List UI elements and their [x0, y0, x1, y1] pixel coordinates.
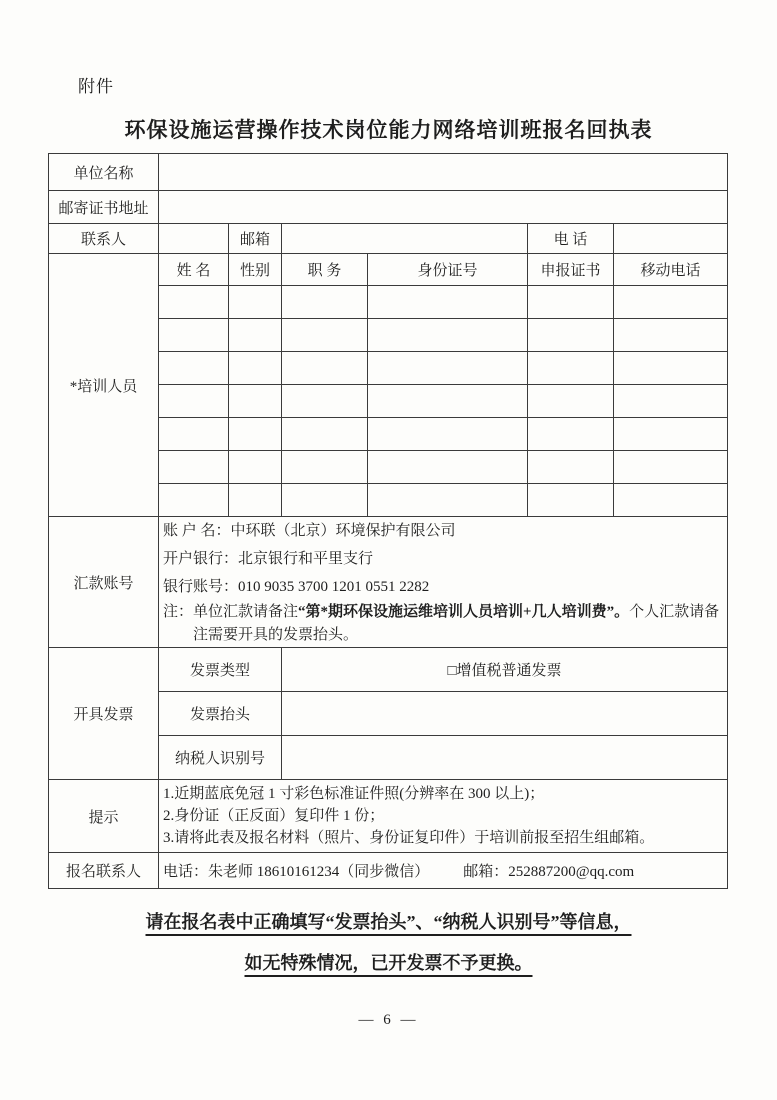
trainee-empty-cell [368, 352, 528, 385]
registration-contact-label: 报名联系人 [49, 853, 159, 889]
trainee-empty-cell [528, 385, 614, 418]
invoice-label: 开具发票 [49, 648, 159, 780]
trainee-empty-cell [282, 286, 368, 319]
remittance-account-number: 银行账号：010 9035 3700 1201 0551 2282 [163, 579, 430, 595]
trainee-empty-cell [528, 352, 614, 385]
trainee-empty-cell [229, 484, 282, 517]
trainee-col-mobile: 移动电话 [614, 254, 728, 286]
contact-email-label: 邮箱 [229, 224, 282, 254]
tips-row [49, 780, 728, 853]
trainee-empty-cell [282, 352, 368, 385]
trainee-empty-cell [282, 319, 368, 352]
footer-note-line1: 请在报名表中正确填写“发票抬头”、“纳税人识别号”等信息， [145, 912, 632, 932]
contact-phone-value-cell [614, 224, 728, 254]
tax-id-value-cell [282, 736, 728, 780]
trainee-empty-cell [614, 352, 728, 385]
trainee-empty-cell [368, 484, 528, 517]
trainee-col-position: 职 务 [282, 254, 368, 286]
unit-name-row [49, 154, 728, 191]
trainees-label: *培训人员 [49, 254, 159, 517]
trainee-empty-cell [229, 418, 282, 451]
tips-content-cell [159, 780, 728, 853]
trainee-empty-cell [282, 385, 368, 418]
trainee-empty-cell [368, 418, 528, 451]
registration-contact-email: 邮箱：252887200@qq.com [463, 864, 635, 880]
tip-item: 3.请将此表及报名材料（照片、身份证复印件）于培训前报至招生组邮箱。 [163, 830, 655, 846]
contact-name-value-cell [159, 224, 229, 254]
remittance-details-cell [159, 517, 728, 648]
unit-name-value-cell [159, 154, 728, 191]
trainee-empty-cell [528, 319, 614, 352]
trainee-col-id-number: 身份证号 [368, 254, 528, 286]
remittance-bank: 开户银行：北京银行和平里支行 [163, 551, 374, 567]
mailing-address-value-cell [159, 191, 728, 224]
remittance-account-name: 账 户 名：中环联（北京）环境保护有限公司 [163, 523, 456, 539]
remittance-note-bold: “第*期环保设施运维培训人员培训+几人培训费”。 [298, 604, 630, 620]
trainee-empty-cell [368, 286, 528, 319]
trainee-empty-cell [368, 385, 528, 418]
trainee-empty-cell [528, 418, 614, 451]
trainee-empty-cell [368, 451, 528, 484]
trainee-empty-cell [282, 418, 368, 451]
trainee-col-gender: 性别 [229, 254, 282, 286]
invoice-title-label: 发票抬头 [159, 692, 282, 736]
trainee-empty-cell [614, 451, 728, 484]
page-number: — 6 — [358, 1012, 419, 1028]
trainee-empty-cell [159, 385, 229, 418]
mailing-address-label: 邮寄证书地址 [49, 191, 159, 224]
trainee-col-certificate: 申报证书 [528, 254, 614, 286]
trainee-empty-cell [528, 286, 614, 319]
invoice-type-checkbox-option: □增值税普通发票 [282, 648, 728, 692]
trainee-empty-cell [614, 319, 728, 352]
mailing-address-row [49, 191, 728, 224]
trainee-empty-cell [159, 352, 229, 385]
footer-note-line2: 如无特殊情况，已开发票不予更换。 [244, 953, 533, 973]
trainee-empty-cell [528, 451, 614, 484]
trainee-col-name: 姓 名 [159, 254, 229, 286]
remittance-note-prefix: 注：单位汇款请备注 [163, 604, 299, 620]
remittance-label: 汇款账号 [49, 517, 159, 648]
invoice-type-row [49, 648, 728, 692]
trainee-empty-cell [614, 286, 728, 319]
registration-contact-phone: 电话：朱老师 18610161234（同步微信） [163, 864, 430, 880]
trainee-empty-cell [159, 451, 229, 484]
contact-label: 联系人 [49, 224, 159, 254]
trainee-empty-cell [614, 418, 728, 451]
registration-contact-row [49, 853, 728, 889]
tip-item: 1.近期蓝底免冠 1 寸彩色标准证件照(分辨率在 300 以上)； [163, 786, 545, 802]
registration-contact-details-cell [159, 853, 728, 889]
contact-email-value-cell [282, 224, 528, 254]
registration-form-table [48, 153, 728, 889]
trainee-empty-cell [159, 286, 229, 319]
trainee-empty-cell [614, 385, 728, 418]
trainee-empty-cell [229, 286, 282, 319]
trainee-header-row [49, 254, 728, 286]
trainee-empty-cell [229, 385, 282, 418]
trainee-empty-cell [282, 484, 368, 517]
unit-name-label: 单位名称 [49, 154, 159, 191]
tip-item: 2.身份证（正反面）复印件 1 份； [163, 808, 385, 824]
trainee-empty-cell [159, 484, 229, 517]
trainee-empty-cell [368, 319, 528, 352]
trainee-empty-cell [528, 484, 614, 517]
attachment-label: 附件 [78, 77, 114, 96]
invoice-title-value-cell [282, 692, 728, 736]
trainee-empty-cell [229, 451, 282, 484]
trainee-empty-cell [282, 451, 368, 484]
page-title: 环保设施运营操作技术岗位能力网络培训班报名回执表 [124, 118, 653, 142]
remittance-note-suffix: 个人汇款请备注需要开具的发票抬头。 [193, 604, 720, 643]
tips-label: 提示 [49, 780, 159, 853]
trainee-empty-cell [229, 352, 282, 385]
trainee-empty-cell [614, 484, 728, 517]
trainee-empty-cell [159, 418, 229, 451]
contact-phone-label: 电 话 [528, 224, 614, 254]
invoice-type-label: 发票类型 [159, 648, 282, 692]
remittance-row [49, 517, 728, 648]
trainee-empty-cell [159, 319, 229, 352]
contact-row [49, 224, 728, 254]
remittance-note [163, 601, 723, 647]
tax-id-label: 纳税人识别号 [159, 736, 282, 780]
trainee-empty-cell [229, 319, 282, 352]
